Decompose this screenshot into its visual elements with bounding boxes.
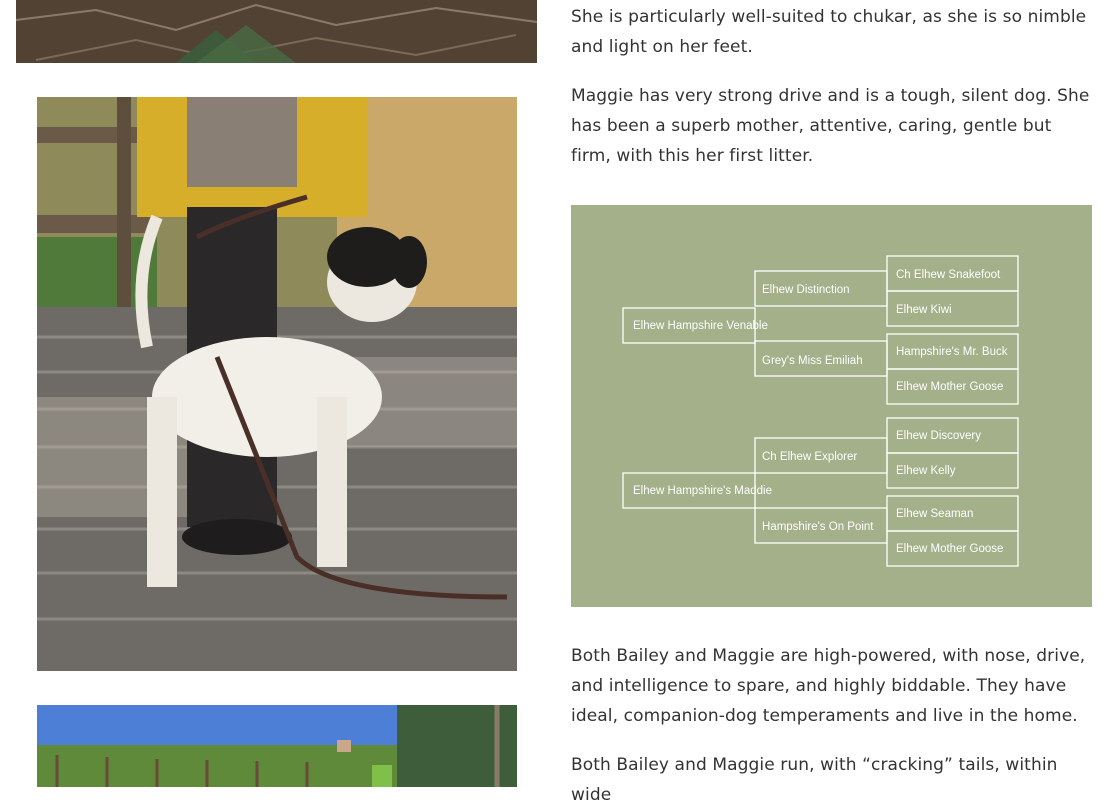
pedigree-dam-sire: Ch Elhew Explorer <box>762 451 858 463</box>
pedigree-sire: Elhew Hampshire Venable <box>633 320 768 332</box>
pedigree-dam: Elhew Hampshire's Maddie <box>633 485 772 497</box>
body-paragraph: She is particularly well-suited to chukar, as she is so nimble and light on her feet. <box>571 7 1087 57</box>
pedigree-dam-sire-dam: Elhew Kelly <box>896 465 956 477</box>
pedigree-sire-sire-dam: Elhew Kiwi <box>896 304 952 316</box>
photo-pointer-dog-on-deck <box>37 97 517 671</box>
pedigree-dam-dam: Hampshire's On Point <box>762 521 874 533</box>
pedigree-sire-dam-dam: Elhew Mother Goose <box>896 381 1004 393</box>
pedigree-sire-sire: Elhew Distinction <box>762 284 850 296</box>
pedigree-sire-dam: Grey's Miss Emiliah <box>762 355 863 367</box>
photo-vineyard <box>37 705 517 787</box>
pedigree-dam-dam-sire: Elhew Seaman <box>896 508 974 520</box>
body-paragraph: Both Bailey and Maggie are high-powered, with nose, drive, and intelligence to spare, and highly biddable. They have ideal, companion-dog temperaments and live in the home. <box>571 646 1086 726</box>
body-paragraph: Maggie has very strong drive and is a tough, silent dog. She has been a superb mother, attentive, caring, gentle but firm, with this her first litter. <box>571 86 1090 166</box>
photo-pine-ground <box>16 0 537 63</box>
body-paragraph: Both Bailey and Maggie run, with “cracking” tails, within wide <box>571 755 1058 805</box>
pedigree-sire-dam-sire: Hampshire's Mr. Buck <box>896 346 1008 358</box>
pedigree-dam-sire-sire: Elhew Discovery <box>896 430 981 442</box>
pedigree-sire-sire-sire: Ch Elhew Snakefoot <box>896 269 1001 281</box>
pedigree-dam-dam-dam: Elhew Mother Goose <box>896 543 1004 555</box>
pedigree-chart <box>571 205 1092 607</box>
